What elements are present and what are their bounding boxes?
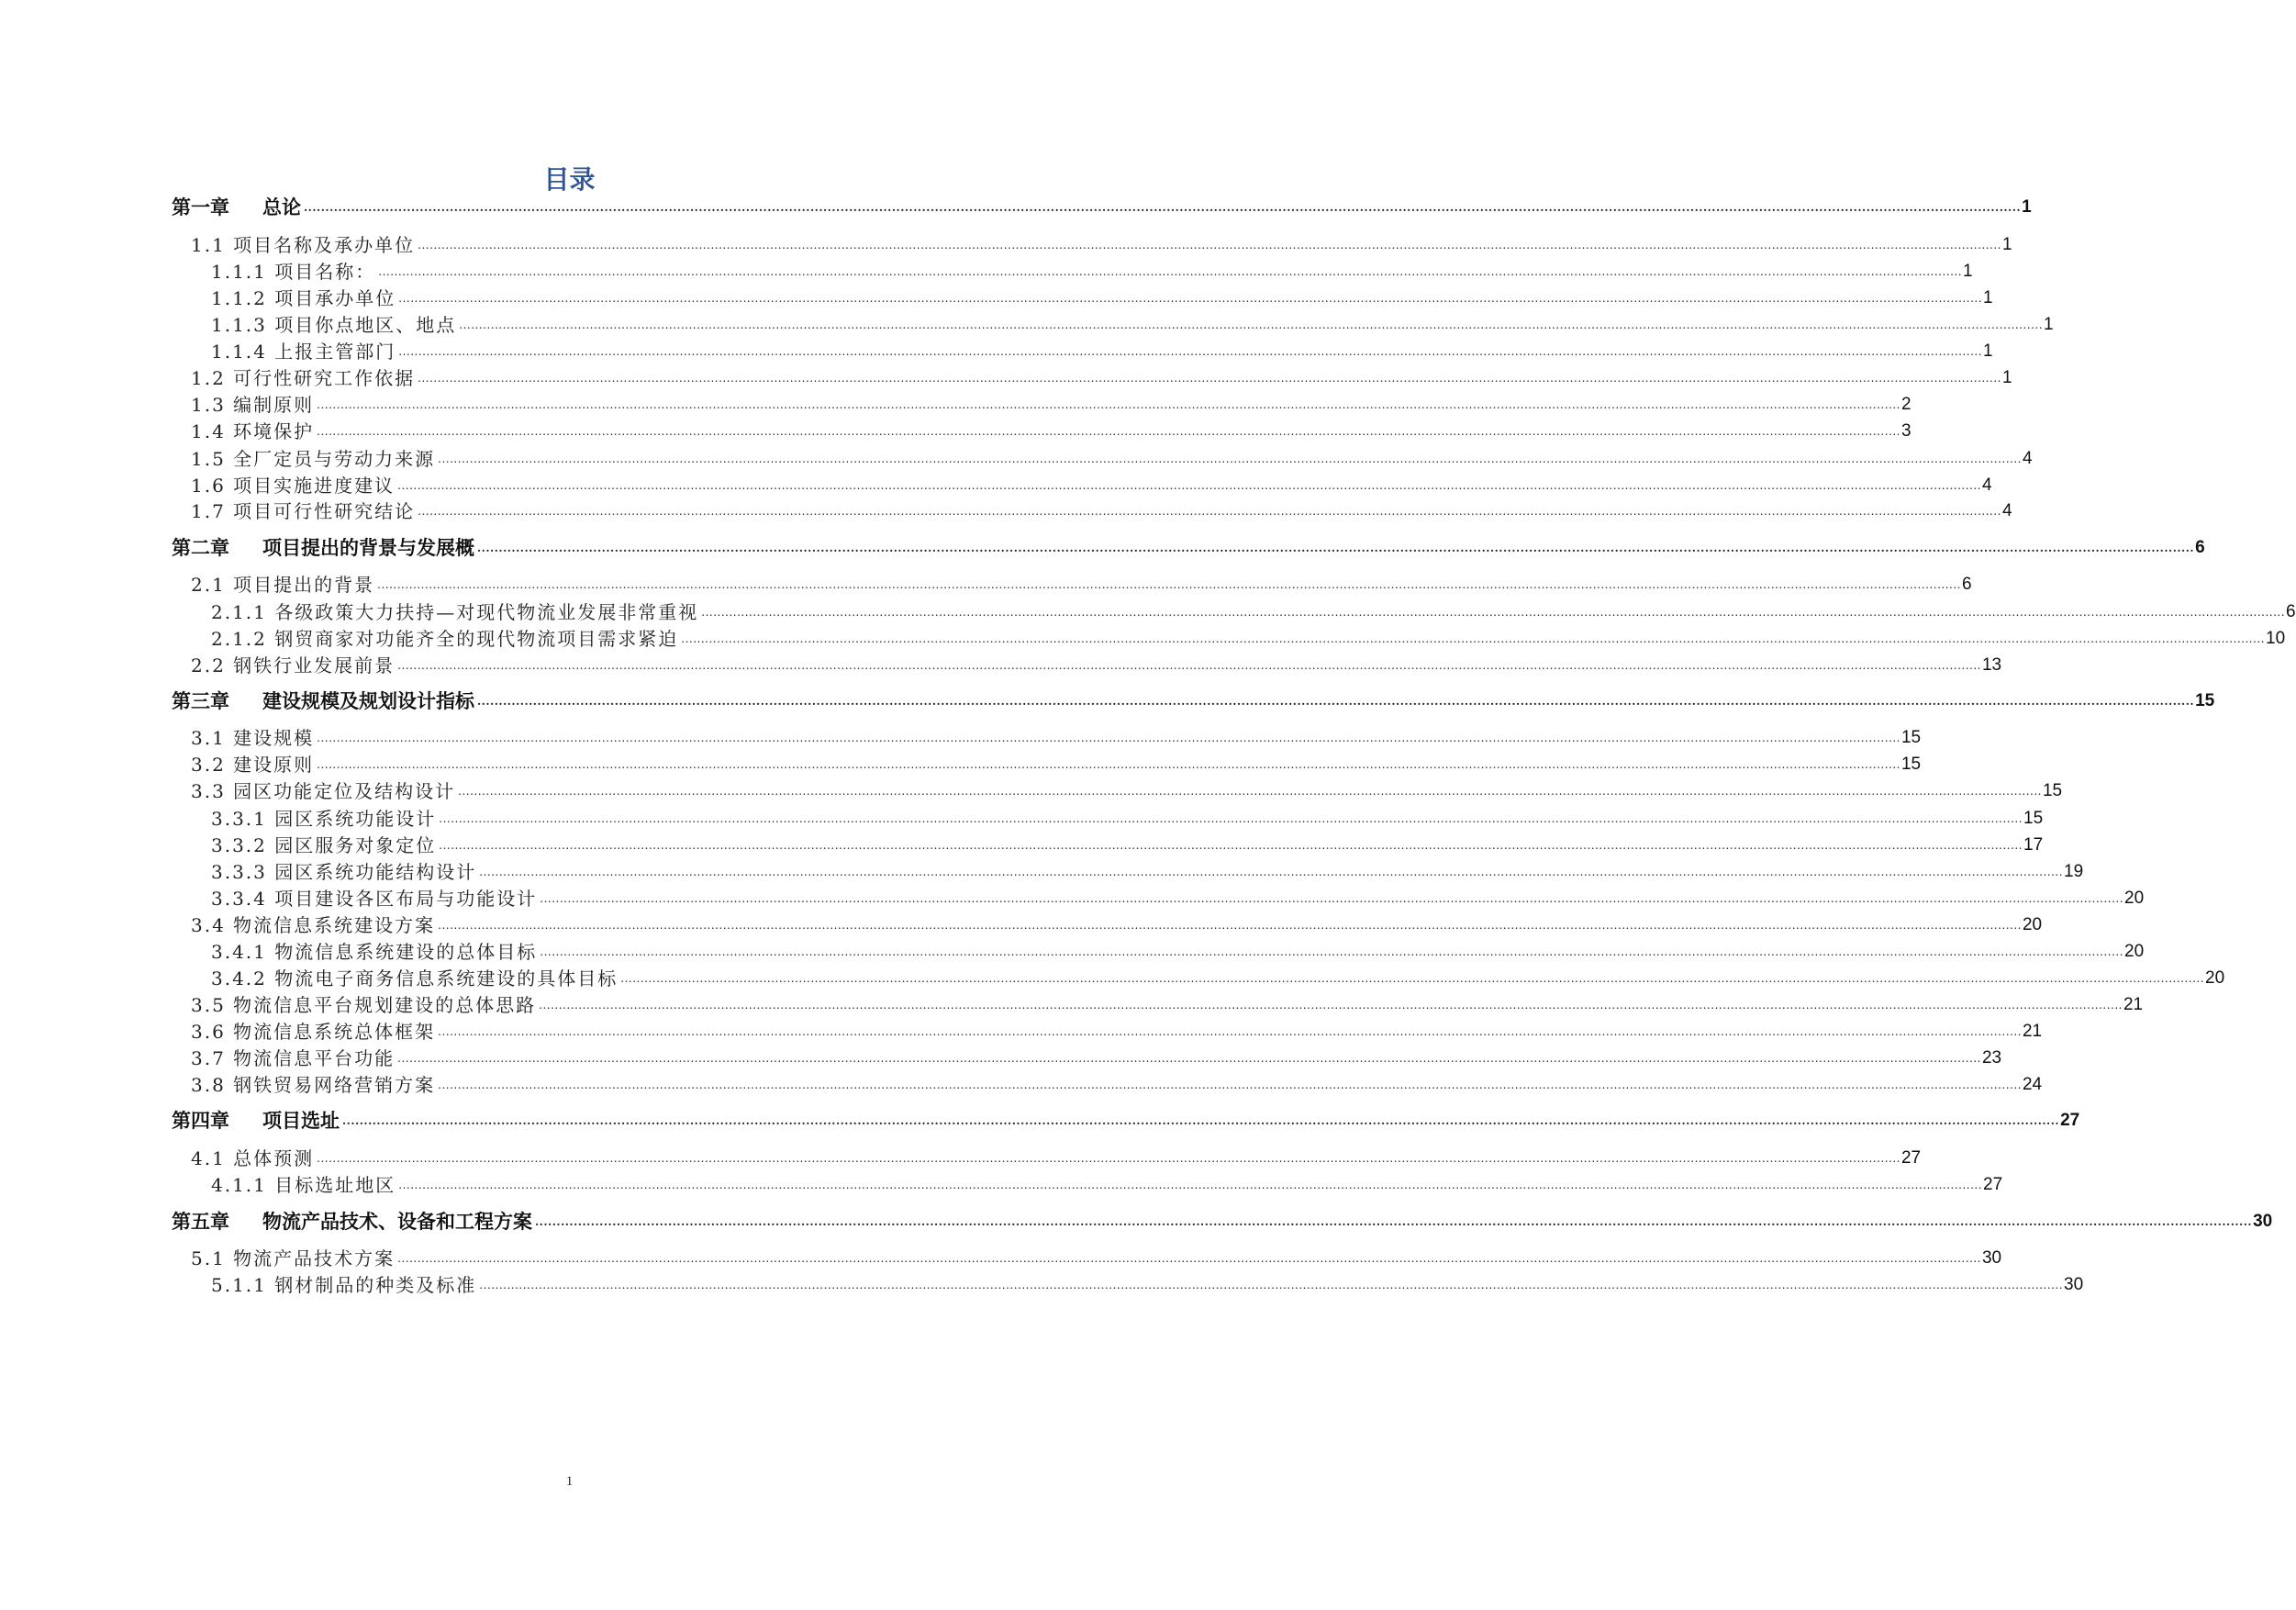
- dot-leader: ................................................................................................................................................................................................................................................................................................................................................................................................................: [458, 785, 2042, 798]
- toc-subsection-entry[interactable]: [211, 938, 2145, 966]
- toc-entry-title: 3.4.2 物流电子商务信息系统建设的具体目标: [211, 967, 619, 989]
- chapter-number: 第二章: [172, 537, 229, 559]
- toc-page-number: 20: [2205, 968, 2225, 988]
- toc-section-entry[interactable]: [191, 472, 1992, 499]
- dot-leader: ................................................................................................................................................................................................................................................................................................................................................................................................................: [438, 453, 2022, 465]
- toc-page-number: 15: [2042, 781, 2063, 800]
- toc-chapter-entry[interactable]: [172, 534, 2205, 562]
- dot-leader: ................................................................................................................................................................................................................................................................................................................................................................................................................: [539, 999, 2123, 1012]
- toc-page-number: 10: [2266, 629, 2286, 648]
- toc-subsection-entry[interactable]: [211, 338, 1993, 365]
- dot-leader: ................................................................................................................................................................................................................................................................................................................................................................................................................: [317, 732, 1900, 744]
- toc-entry-title: 3.6 物流信息系统总体框架: [191, 1021, 436, 1043]
- toc-entry-title: 3.3 园区功能定位及结构设计: [191, 780, 456, 802]
- toc-section-entry[interactable]: [191, 391, 1911, 419]
- dot-leader: ................................................................................................................................................................................................................................................................................................................................................................................................................: [620, 972, 2205, 985]
- toc-subsection-entry[interactable]: [211, 285, 1993, 312]
- toc-chapter-heading: [172, 688, 474, 715]
- toc-chapter-entry[interactable]: [172, 194, 2032, 221]
- toc-section-entry[interactable]: [191, 418, 1911, 445]
- dot-leader: ................................................................................................................................................................................................................................................................................................................................................................................................................: [398, 345, 1983, 358]
- toc-entry-title: 3.1 建设规模: [191, 727, 315, 749]
- toc-page-number: 1: [2044, 315, 2054, 334]
- toc-entry-title: 3.3.4 项目建设各区布局与功能设计: [211, 888, 538, 910]
- toc-entry-title: 3.8 钢铁贸易网络营销方案: [191, 1074, 436, 1096]
- toc-page-number: 30: [2253, 1212, 2273, 1231]
- dot-leader: ................................................................................................................................................................................................................................................................................................................................................................................................................: [304, 201, 2022, 214]
- toc-entry-title: 3.7 物流信息平台功能: [191, 1047, 396, 1069]
- toc-page-number: 21: [2022, 1022, 2043, 1041]
- toc-subsection-entry[interactable]: [211, 832, 2044, 859]
- toc-page-number: 21: [2123, 995, 2144, 1014]
- toc-section-entry[interactable]: [191, 498, 2012, 525]
- dot-leader: ................................................................................................................................................................................................................................................................................................................................................................................................................: [342, 1114, 2060, 1127]
- toc-page-number: 20: [2124, 889, 2145, 908]
- toc-page-number: 27: [1900, 1148, 1922, 1168]
- toc-chapter-entry[interactable]: [172, 688, 2215, 715]
- chapter-title: 总论: [262, 196, 301, 218]
- dot-leader: ................................................................................................................................................................................................................................................................................................................................................................................................................: [439, 839, 2023, 852]
- toc-entry-title: 3.3.2 园区服务对象定位: [211, 834, 437, 856]
- toc-entry-title: 1.1.1 项目名称：: [211, 261, 376, 283]
- toc-page-number: 15: [2195, 691, 2215, 710]
- toc-page-number: 13: [1981, 655, 2002, 675]
- dot-leader: ................................................................................................................................................................................................................................................................................................................................................................................................................: [317, 398, 1900, 411]
- toc-page-number: 15: [1900, 755, 1922, 774]
- toc-chapter-entry[interactable]: [172, 1107, 2080, 1135]
- toc-entry-title: 1.3 编制原则: [191, 394, 315, 416]
- toc-section-entry[interactable]: [191, 751, 1922, 778]
- toc-page-number: 20: [2124, 942, 2145, 961]
- toc-entry-title: 2.1.1 各级政策大力扶持—对现代物流业发展非常重视: [211, 601, 699, 623]
- dot-leader: ................................................................................................................................................................................................................................................................................................................................................................................................................: [317, 1152, 1900, 1165]
- toc-subsection-entry[interactable]: [211, 1171, 2003, 1199]
- toc-entry-title: 1.4 环境保护: [191, 420, 315, 442]
- toc-page-number: 17: [2023, 835, 2044, 855]
- toc-entry-title: 1.1.2 项目承办单位: [211, 287, 396, 309]
- toc-page-number: 1: [2001, 368, 2012, 387]
- chapter-number: 第五章: [172, 1211, 229, 1233]
- toc-page-number: 1: [2001, 235, 2012, 254]
- toc-page-number: 27: [1983, 1175, 2003, 1194]
- chapter-number: 第一章: [172, 196, 229, 218]
- toc-section-entry[interactable]: [191, 445, 2033, 473]
- toc-section-entry[interactable]: [191, 724, 1922, 752]
- toc-page-number: 15: [1900, 728, 1922, 747]
- toc-entry-title: 2.2 钢铁行业发展前景: [191, 654, 396, 676]
- dot-leader: ................................................................................................................................................................................................................................................................................................................................................................................................................: [535, 1215, 2253, 1228]
- toc-subsection-entry[interactable]: [211, 965, 2225, 992]
- dot-leader: ................................................................................................................................................................................................................................................................................................................................................................................................................: [418, 372, 2001, 385]
- toc-subsection-entry[interactable]: [211, 625, 2286, 653]
- toc-page-number: 30: [1981, 1248, 2002, 1268]
- chapter-title: 建设规模及规划设计指标: [262, 690, 474, 712]
- toc-entry-title: 1.1.3 项目你点地区、地点: [211, 314, 457, 336]
- dot-leader: ................................................................................................................................................................................................................................................................................................................................................................................................................: [479, 866, 2064, 878]
- toc-page-number: 4: [2022, 449, 2033, 468]
- toc-subsection-entry[interactable]: [211, 885, 2145, 912]
- dot-leader: ................................................................................................................................................................................................................................................................................................................................................................................................................: [459, 319, 2044, 331]
- toc-entry-title: 2.1 项目提出的背景: [191, 574, 375, 596]
- toc-section-entry[interactable]: [191, 911, 2043, 939]
- chapter-title: 项目选址: [262, 1110, 340, 1132]
- toc-subsection-entry[interactable]: [211, 598, 2296, 626]
- toc-entry-title: 2.1.2 钢贸商家对功能齐全的现代物流项目需求紧迫: [211, 628, 679, 650]
- dot-leader: ................................................................................................................................................................................................................................................................................................................................................................................................................: [540, 892, 2124, 905]
- toc-subsection-entry[interactable]: [211, 805, 2044, 833]
- toc-page-number: 1: [2022, 197, 2032, 217]
- toc-page-number: 20: [2022, 915, 2043, 934]
- toc-section-entry[interactable]: [191, 1071, 2043, 1099]
- toc-section-entry[interactable]: [191, 571, 1972, 598]
- dot-leader: ................................................................................................................................................................................................................................................................................................................................................................................................................: [317, 425, 1900, 438]
- toc-page-number: 24: [2022, 1075, 2043, 1094]
- page-title: 目录: [543, 164, 596, 195]
- toc-section-entry[interactable]: [191, 1145, 1922, 1172]
- dot-leader: ................................................................................................................................................................................................................................................................................................................................................................................................................: [397, 479, 1981, 492]
- toc-entry-title: 4.1.1 目标选址地区: [211, 1174, 396, 1196]
- toc-page-number: 30: [2064, 1275, 2084, 1294]
- dot-leader: ................................................................................................................................................................................................................................................................................................................................................................................................................: [681, 632, 2266, 645]
- dot-leader: ................................................................................................................................................................................................................................................................................................................................................................................................................: [378, 265, 1963, 278]
- toc-subsection-entry[interactable]: [211, 858, 2084, 886]
- dot-leader: ................................................................................................................................................................................................................................................................................................................................................................................................................: [418, 239, 2001, 252]
- toc-chapter-entry[interactable]: [172, 1208, 2273, 1235]
- toc-subsection-entry[interactable]: [211, 311, 2054, 339]
- toc-entry-title: 1.2 可行性研究工作依据: [191, 367, 416, 389]
- toc-page-number: 3: [1900, 421, 1911, 441]
- dot-leader: ................................................................................................................................................................................................................................................................................................................................................................................................................: [317, 758, 1900, 771]
- dot-leader: ................................................................................................................................................................................................................................................................................................................................................................................................................: [398, 292, 1983, 305]
- toc-page-number: 6: [2195, 538, 2205, 557]
- toc-entry-title: 1.6 项目实施进度建议: [191, 475, 396, 497]
- dot-leader: ................................................................................................................................................................................................................................................................................................................................................................................................................: [398, 1179, 1983, 1191]
- dot-leader: ................................................................................................................................................................................................................................................................................................................................................................................................................: [438, 1079, 2022, 1091]
- toc-section-entry[interactable]: [191, 231, 2012, 259]
- toc-section-entry[interactable]: [191, 777, 2063, 805]
- dot-leader: ................................................................................................................................................................................................................................................................................................................................................................................................................: [438, 1025, 2022, 1038]
- page-number-footer: 1: [565, 1474, 574, 1489]
- toc-entry-title: 1.1.4 上报主管部门: [211, 341, 396, 363]
- toc-entry-title: 5.1.1 钢材制品的种类及标准: [211, 1274, 477, 1296]
- toc-page-number: 19: [2064, 862, 2084, 881]
- toc-entry-title: 1.1 项目名称及承办单位: [191, 234, 416, 256]
- toc-page-number: 2: [1900, 395, 1911, 414]
- toc-entry-title: 3.3.1 园区系统功能设计: [211, 808, 437, 830]
- toc-chapter-heading: [172, 534, 474, 562]
- toc-page-number: 1: [1983, 288, 1993, 307]
- dot-leader: ................................................................................................................................................................................................................................................................................................................................................................................................................: [477, 542, 2195, 554]
- dot-leader: ................................................................................................................................................................................................................................................................................................................................................................................................................: [397, 1252, 1981, 1265]
- toc-entry-title: 3.4 物流信息系统建设方案: [191, 914, 436, 936]
- toc-chapter-heading: [172, 1208, 532, 1235]
- toc-entry-title: 3.2 建设原则: [191, 754, 315, 776]
- dot-leader: ................................................................................................................................................................................................................................................................................................................................................................................................................: [701, 606, 2286, 619]
- toc-page-number: 1: [1983, 341, 1993, 361]
- toc-page-number: 4: [2001, 501, 2012, 520]
- toc-entry-title: 5.1 物流产品技术方案: [191, 1247, 396, 1269]
- toc-section-entry[interactable]: [191, 364, 2012, 392]
- toc-subsection-entry[interactable]: [211, 258, 1973, 285]
- toc-subsection-entry[interactable]: [211, 1271, 2084, 1299]
- chapter-number: 第三章: [172, 690, 229, 712]
- toc-entry-title: 1.5 全厂定员与劳动力来源: [191, 448, 436, 470]
- toc-chapter-heading: [172, 194, 301, 221]
- chapter-number: 第四章: [172, 1110, 229, 1132]
- dot-leader: ................................................................................................................................................................................................................................................................................................................................................................................................................: [439, 812, 2023, 825]
- toc-page-number: 23: [1981, 1048, 2002, 1068]
- toc-entry-title: 3.5 物流信息平台规划建设的总体思路: [191, 994, 537, 1016]
- toc-page-number: 27: [2060, 1111, 2080, 1130]
- toc-chapter-heading: [172, 1107, 340, 1135]
- toc-section-entry[interactable]: [191, 652, 2002, 679]
- dot-leader: ................................................................................................................................................................................................................................................................................................................................................................................................................: [477, 695, 2195, 708]
- toc-entry-title: 1.7 项目可行性研究结论: [191, 500, 416, 522]
- chapter-title: 物流产品技术、设备和工程方案: [262, 1211, 532, 1233]
- toc-page-number: 1: [1963, 262, 1973, 281]
- dot-leader: ................................................................................................................................................................................................................................................................................................................................................................................................................: [418, 505, 2001, 518]
- dot-leader: ................................................................................................................................................................................................................................................................................................................................................................................................................: [479, 1279, 2064, 1291]
- toc-page-number: 6: [1961, 575, 1972, 594]
- toc-entry-title: 3.3.3 园区系统功能结构设计: [211, 861, 477, 883]
- chapter-title: 项目提出的背景与发展概: [262, 537, 474, 559]
- dot-leader: ................................................................................................................................................................................................................................................................................................................................................................................................................: [397, 659, 1981, 672]
- dot-leader: ................................................................................................................................................................................................................................................................................................................................................................................................................: [397, 1052, 1981, 1065]
- toc-section-entry[interactable]: [191, 1018, 2043, 1045]
- toc-page-number: 4: [1981, 475, 1992, 495]
- toc-page-number: 15: [2023, 809, 2044, 828]
- dot-leader: ................................................................................................................................................................................................................................................................................................................................................................................................................: [377, 578, 1961, 591]
- dot-leader: ................................................................................................................................................................................................................................................................................................................................................................................................................: [438, 919, 2022, 932]
- toc-section-entry[interactable]: [191, 991, 2144, 1019]
- dot-leader: ................................................................................................................................................................................................................................................................................................................................................................................................................: [540, 945, 2124, 958]
- toc-entry-title: 3.4.1 物流信息系统建设的总体目标: [211, 941, 538, 963]
- toc-page-number: 6: [2286, 602, 2296, 621]
- toc-section-entry[interactable]: [191, 1245, 2002, 1272]
- toc-section-entry[interactable]: [191, 1045, 2002, 1072]
- toc-entry-title: 4.1 总体预测: [191, 1147, 315, 1169]
